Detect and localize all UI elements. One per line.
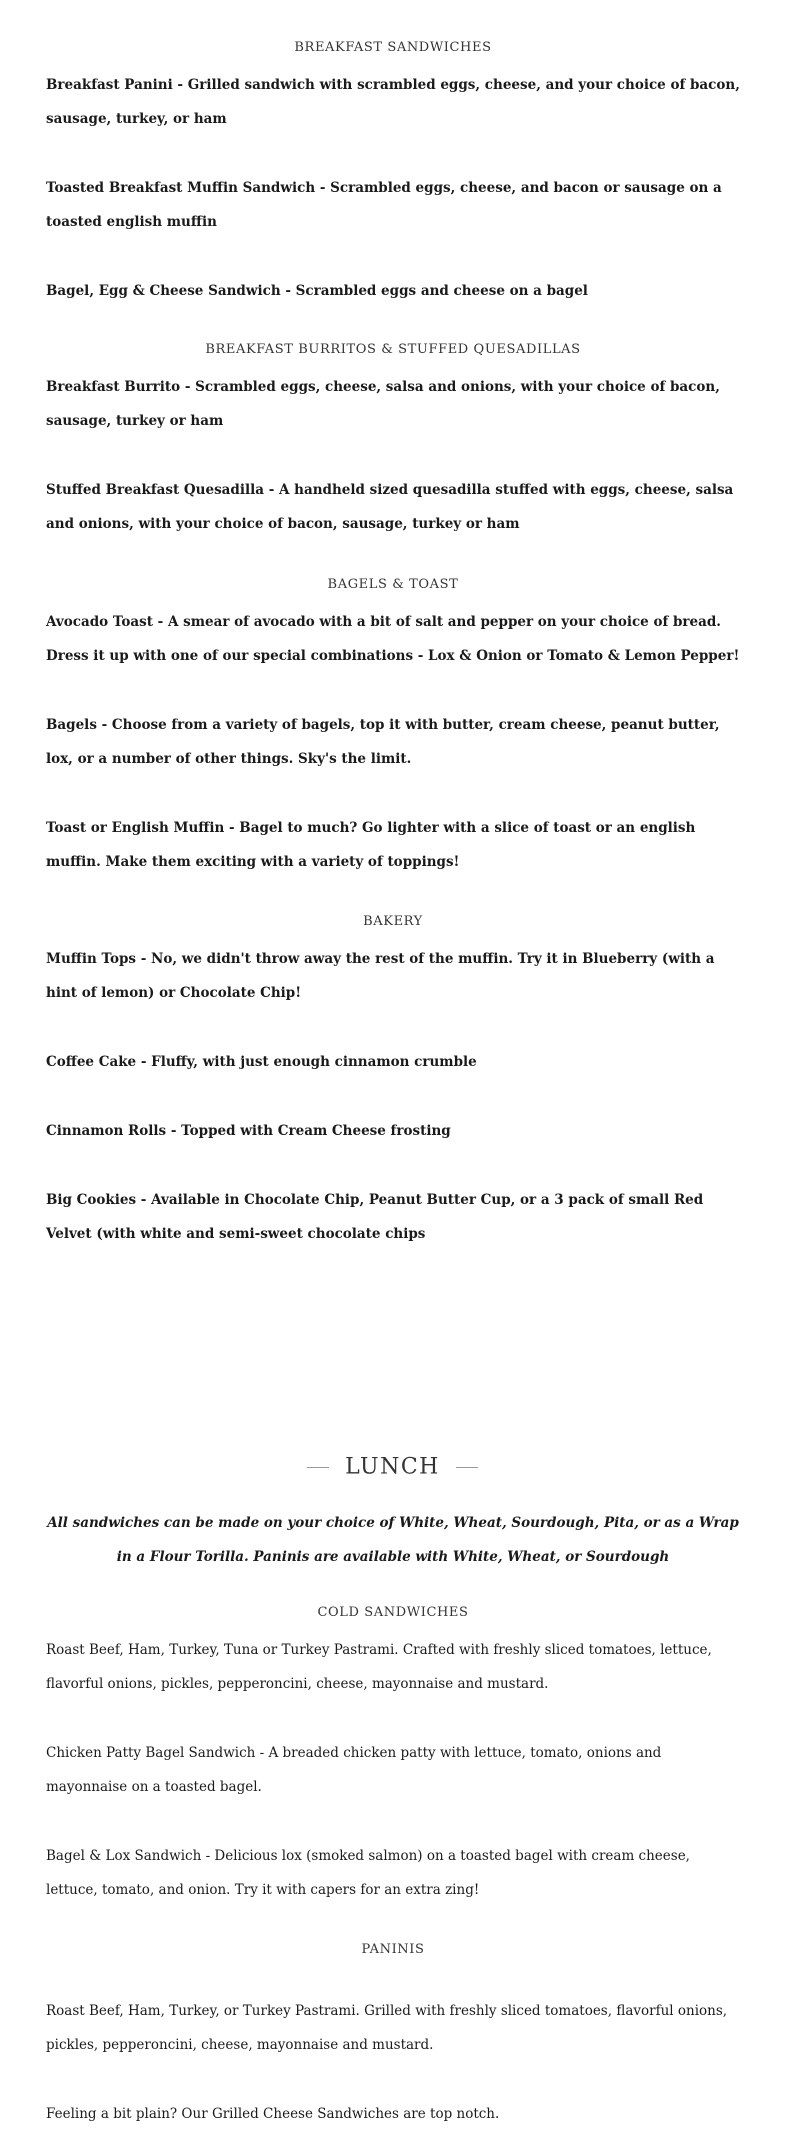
title-rule-left: [307, 1467, 329, 1468]
title-rule-right: [456, 1467, 478, 1468]
section-heading-paninis: PANINIS: [361, 1942, 425, 1957]
menu-item-panini-classics: Roast Beef, Ham, Turkey, or Turkey Pastrami. Grilled with freshly sliced tomatoes, flavorful onions, pickles, pepperoncini, cheese, mayonnaise and mustard.: [46, 2003, 728, 2053]
lunch-title: [0, 1454, 785, 1480]
menu-item-cinnamon-rolls: Cinnamon Rolls - Topped with Cream Cheese frosting: [46, 1123, 451, 1139]
menu-item-breakfast-panini: Breakfast Panini - Grilled sandwich with scrambled eggs, cheese, and your choice of bacon, sausage, turkey, or ham: [46, 77, 740, 127]
menu-item-big-cookies: Big Cookies - Available in Chocolate Chip, Peanut Butter Cup, or a 3 pack of small Red Velvet (with white and semi-sweet chocolate chips: [46, 1192, 704, 1242]
lunch-title-text: LUNCH: [345, 1454, 440, 1480]
section-heading-cold-sandwiches: COLD SANDWICHES: [317, 1605, 469, 1620]
section-heading-bakery: BAKERY: [363, 914, 423, 929]
menu-item-muffin-tops: Muffin Tops - No, we didn't throw away the rest of the muffin. Try it in Blueberry (with a hint of lemon) or Chocolate Chip!: [46, 951, 715, 1001]
menu-item-breakfast-burrito: Breakfast Burrito - Scrambled eggs, cheese, salsa and onions, with your choice of bacon, sausage, turkey or ham: [46, 379, 720, 429]
menu-item-toast-english-muffin: Toast or English Muffin - Bagel to much? Go lighter with a slice of toast or an english muffin. Make them exciting with a variety of toppings!: [46, 820, 696, 870]
menu-item-chicken-patty-bagel: Chicken Patty Bagel Sandwich - A breaded chicken patty with lettuce, tomato, onions and mayonnaise on a toasted bagel.: [46, 1745, 662, 1795]
section-heading-bagels-toast: BAGELS & TOAST: [327, 577, 459, 592]
menu-item-avocado-toast: Avocado Toast - A smear of avocado with a bit of salt and pepper on your choice of bread. Dress it up with one of our special combinations - Lox & Onion or Tomato & Lemon Pepper!: [46, 614, 740, 664]
menu-item-bagels: Bagels - Choose from a variety of bagels, top it with butter, cream cheese, peanut butter, lox, or a number of other things. Sky's the limit.: [46, 717, 720, 767]
menu-item-coffee-cake: Coffee Cake - Fluffy, with just enough cinnamon crumble: [46, 1054, 477, 1070]
lunch-bread-note: All sandwiches can be made on your choice of White, Wheat, Sourdough, Pita, or as a Wrap in a Flour Torilla. Paninis are available with White, Wheat, or Sourdough: [47, 1515, 739, 1565]
menu-item-bagel-lox: Bagel & Lox Sandwich - Delicious lox (smoked salmon) on a toasted bagel with cream cheese, lettuce, tomato, and onion. Try it with capers for an extra zing!: [46, 1848, 690, 1898]
section-heading-breakfast-sandwiches: BREAKFAST SANDWICHES: [294, 40, 492, 55]
menu-item-toasted-muffin-sandwich: Toasted Breakfast Muffin Sandwich - Scrambled eggs, cheese, and bacon or sausage on a toasted english muffin: [46, 180, 722, 230]
section-heading-burritos: BREAKFAST BURRITOS & STUFFED QUESADILLAS: [205, 342, 581, 357]
menu-item-bagel-egg-cheese: Bagel, Egg & Cheese Sandwich - Scrambled eggs and cheese on a bagel: [46, 283, 588, 299]
menu-item-grilled-cheese: Feeling a bit plain? Our Grilled Cheese Sandwiches are top notch.: [46, 2106, 500, 2122]
menu-item-stuffed-quesadilla: Stuffed Breakfast Quesadilla - A handheld sized quesadilla stuffed with eggs, cheese, salsa and onions, with your choice of bacon, sausage, turkey or ham: [46, 482, 734, 532]
menu-item-cold-classics: Roast Beef, Ham, Turkey, Tuna or Turkey Pastrami. Crafted with freshly sliced tomatoes, lettuce, flavorful onions, pickles, pepperoncini, cheese, mayonnaise and mustard.: [46, 1642, 712, 1692]
